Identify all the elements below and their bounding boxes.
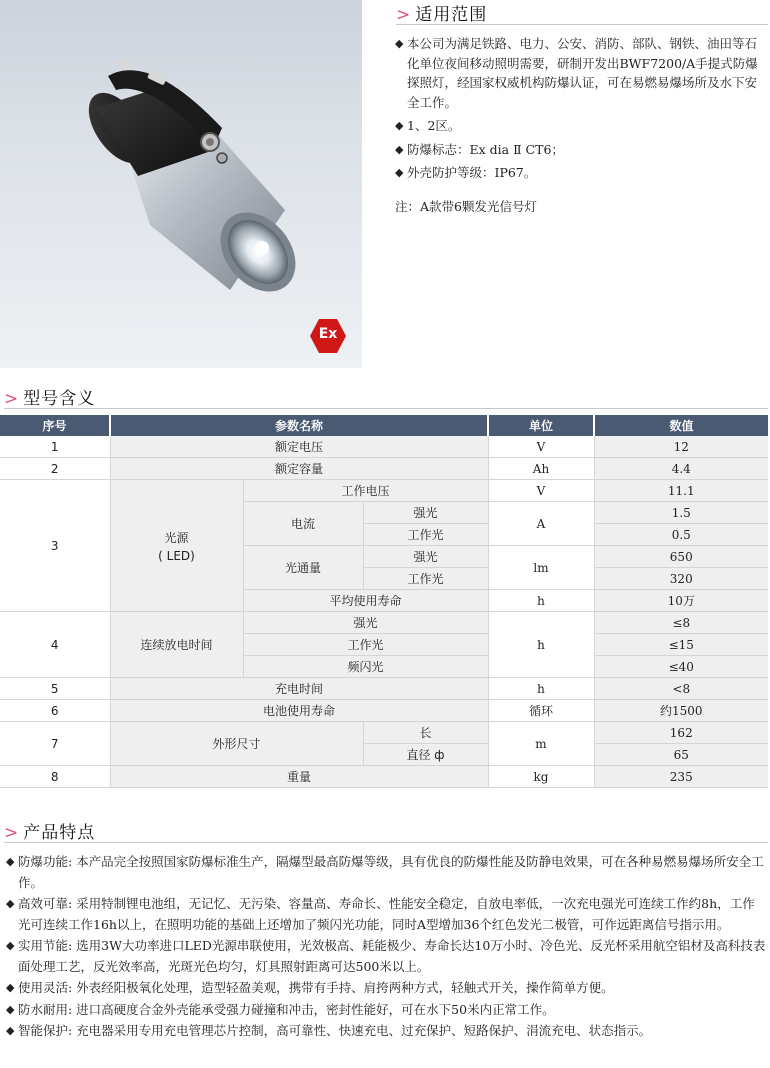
row-param: 额定电压 bbox=[110, 436, 488, 458]
row-unit: lm bbox=[488, 546, 594, 590]
row-subparam: 平均使用寿命 bbox=[243, 590, 488, 612]
row-value: 320 bbox=[594, 568, 768, 590]
diamond-bullet-icon: ◆ bbox=[6, 855, 15, 868]
row-subparam: 工作电压 bbox=[243, 480, 488, 502]
row-unit: h bbox=[488, 612, 594, 678]
table-row bbox=[0, 480, 768, 502]
flashlight-illustration bbox=[0, 0, 362, 368]
row-value: <8 bbox=[594, 678, 768, 700]
row-value: 10万 bbox=[594, 590, 768, 612]
product-photo bbox=[0, 0, 362, 368]
scope-content bbox=[395, 34, 767, 216]
table-row bbox=[0, 436, 768, 458]
row-value: 12 bbox=[594, 436, 768, 458]
row-param: 连续放电时间 bbox=[110, 612, 243, 678]
row-value: 162 bbox=[594, 722, 768, 744]
diamond-bullet-icon: ◆ bbox=[395, 142, 404, 156]
row-value: 1.5 bbox=[594, 502, 768, 524]
section-arrow-icon: > bbox=[4, 389, 20, 409]
row-no: 4 bbox=[0, 612, 110, 678]
row-value: ≤8 bbox=[594, 612, 768, 634]
diamond-bullet-icon: ◆ bbox=[6, 1002, 15, 1016]
row-param: 光源 bbox=[164, 530, 189, 545]
row-mode: 工作光 bbox=[363, 568, 488, 590]
feature-item bbox=[6, 1000, 766, 1021]
row-unit: V bbox=[488, 436, 594, 458]
ex-badge bbox=[309, 318, 347, 354]
row-param: 外形尺寸 bbox=[110, 722, 363, 766]
scope-item-text: 本公司为满足铁路、电力、公安、消防、部队、钢铁、油田等石化单位夜间移动照明需要，研制开发出BWF7200/A手提式防爆探照灯，经国家权威机构防爆认证，可在易燃易爆场所及水下安全工作。 bbox=[407, 36, 758, 110]
row-no: 7 bbox=[0, 722, 110, 766]
features-list bbox=[6, 852, 766, 1043]
row-unit: V bbox=[488, 480, 594, 502]
feature-text: 实用节能: 选用3W大功率进口LED光源串联使用，光效极高、耗能极少、寿命长达10万小时、冷色光、反光杯采用航空铝材及高科技表面处理工艺，反光效率高，光斑光色均匀，灯具照射距离可达500米以上。 bbox=[18, 938, 766, 974]
scope-item bbox=[395, 163, 767, 183]
header-param: 参数名称 bbox=[110, 415, 488, 436]
table-row bbox=[0, 612, 768, 634]
scope-note: 注：A款带6颗发光信号灯 bbox=[395, 198, 537, 214]
table-row bbox=[0, 678, 768, 700]
diamond-bullet-icon: ◆ bbox=[6, 939, 15, 952]
row-param: 电池使用寿命 bbox=[110, 700, 488, 722]
row-unit: kg bbox=[488, 766, 594, 788]
model-title bbox=[4, 384, 95, 409]
row-param: 重量 bbox=[110, 766, 488, 788]
feature-item bbox=[6, 978, 766, 999]
row-no: 5 bbox=[0, 678, 110, 700]
row-unit: h bbox=[488, 590, 594, 612]
row-param: 额定容量 bbox=[110, 458, 488, 480]
feature-text: 高效可靠: 采用特制锂电池组，无记忆、无污染、容量高、寿命长、性能安全稳定，自放电率低，一次充电强光可连续工作约8h，工作光可连续工作16h以上，在照明功能的基础上还增加了频闪光功能，同时A型增加36个红色发光二极管，可作远距离信号指示用。 bbox=[18, 896, 755, 932]
scope-item bbox=[395, 34, 767, 112]
feature-text: 防爆功能: 本产品完全按照国家防爆标准生产，隔爆型最高防爆等级，具有优良的防爆性能及防静电效果，可在各种易燃易爆场所安全工作。 bbox=[18, 854, 764, 890]
row-value: 4.4 bbox=[594, 458, 768, 480]
row-no: 1 bbox=[0, 436, 110, 458]
section-arrow-icon: > bbox=[4, 823, 20, 843]
features-title-rule bbox=[4, 842, 768, 843]
scope-title bbox=[396, 0, 487, 25]
row-mode: 强光 bbox=[363, 502, 488, 524]
feature-text: 智能保护: 充电器采用专用充电管理芯片控制，高可靠性、快速充电、过充保护、短路保护、涓流充电、状态指示。 bbox=[18, 1023, 652, 1038]
table-header-row bbox=[0, 415, 768, 436]
row-unit: m bbox=[488, 722, 594, 766]
ex-label: Ex bbox=[318, 326, 338, 342]
row-unit: A bbox=[488, 502, 594, 546]
table-row bbox=[0, 458, 768, 480]
row-value: ≤15 bbox=[594, 634, 768, 656]
diamond-bullet-icon: ◆ bbox=[395, 166, 404, 179]
table-row bbox=[0, 766, 768, 788]
model-title-rule bbox=[4, 408, 768, 409]
spec-table bbox=[0, 415, 768, 788]
row-unit: 循环 bbox=[488, 700, 594, 722]
diamond-bullet-icon: ◆ bbox=[6, 897, 15, 910]
scope-item-text: 防爆标志：Ex dia Ⅱ CT6； bbox=[407, 141, 564, 157]
scope-title-text: 适用范围 bbox=[415, 5, 488, 25]
row-value: 65 bbox=[594, 744, 768, 766]
row-mode: 长 bbox=[363, 722, 488, 744]
row-subparam: 光通量 bbox=[243, 546, 363, 590]
row-mode: 强光 bbox=[363, 546, 488, 568]
row-unit: h bbox=[488, 678, 594, 700]
row-value: ≤40 bbox=[594, 656, 768, 678]
scope-title-rule bbox=[396, 24, 768, 25]
header-value: 数值 bbox=[594, 415, 768, 436]
row-no: 6 bbox=[0, 700, 110, 722]
feature-text: 防水耐用: 进口高硬度合金外壳能承受强力碰撞和冲击，密封性能好，可在水下50米内正常工作。 bbox=[18, 1001, 555, 1017]
row-param: 充电时间 bbox=[110, 678, 488, 700]
header-no: 序号 bbox=[0, 415, 110, 436]
row-param-sub: ( LED) bbox=[158, 548, 195, 563]
model-title-text: 型号含义 bbox=[23, 389, 96, 409]
table-row bbox=[0, 722, 768, 744]
row-value: 235 bbox=[594, 766, 768, 788]
row-value: 约1500 bbox=[594, 700, 768, 722]
section-arrow-icon: > bbox=[396, 5, 412, 25]
scope-item-text: 外壳防护等级：IP67。 bbox=[407, 165, 537, 180]
scope-item-text: 1、2区。 bbox=[407, 118, 461, 133]
row-value: 650 bbox=[594, 546, 768, 568]
row-no: 8 bbox=[0, 766, 110, 788]
diamond-bullet-icon: ◆ bbox=[6, 1024, 15, 1037]
row-no: 2 bbox=[0, 458, 110, 480]
row-no: 3 bbox=[0, 480, 110, 612]
diamond-bullet-icon: ◆ bbox=[395, 119, 404, 132]
row-mode: 强光 bbox=[243, 612, 488, 634]
diamond-bullet-icon: ◆ bbox=[395, 37, 404, 50]
feature-item bbox=[6, 894, 766, 935]
row-param-group bbox=[110, 480, 243, 612]
features-title-text: 产品特点 bbox=[23, 823, 96, 843]
table-row bbox=[0, 700, 768, 722]
header-unit: 单位 bbox=[488, 415, 594, 436]
row-mode: 频闪光 bbox=[243, 656, 488, 678]
row-mode: 工作光 bbox=[363, 524, 488, 546]
feature-text: 使用灵活: 外表经阳极氧化处理，造型轻盈美观，携带有手持、肩挎两种方式，轻触式开关，操作简单方便。 bbox=[18, 980, 614, 995]
feature-item bbox=[6, 1021, 766, 1042]
row-mode: 直径 ф bbox=[363, 744, 488, 766]
row-subparam: 电流 bbox=[243, 502, 363, 546]
diamond-bullet-icon: ◆ bbox=[6, 981, 15, 994]
scope-item bbox=[395, 116, 767, 136]
row-value: 0.5 bbox=[594, 524, 768, 546]
row-mode: 工作光 bbox=[243, 634, 488, 656]
row-value: 11.1 bbox=[594, 480, 768, 502]
features-title bbox=[4, 818, 95, 843]
feature-item bbox=[6, 852, 766, 893]
scope-item bbox=[395, 140, 767, 160]
feature-item bbox=[6, 936, 766, 977]
row-unit: Ah bbox=[488, 458, 594, 480]
